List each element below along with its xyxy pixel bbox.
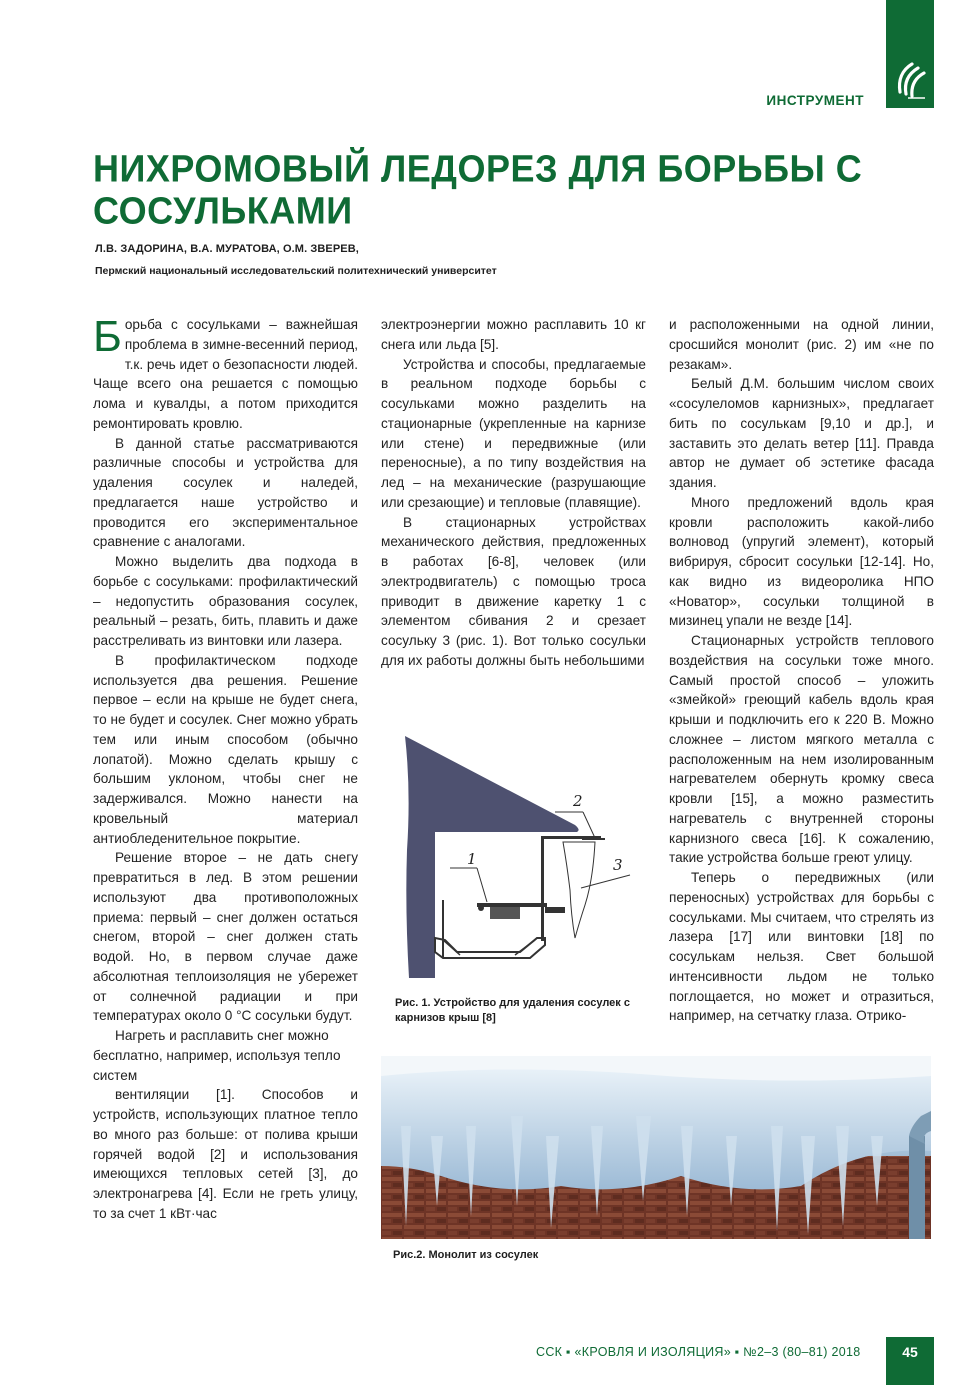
text-column-2 <box>381 315 646 671</box>
figure-1-drawing <box>395 730 635 980</box>
journal-footer: ССК ▪ «КРОВЛЯ И ИЗОЛЯЦИЯ» ▪ №2–3 (80–81) 2018 <box>536 1345 861 1359</box>
paragraph: В стационарных устройствах механического действия, предложенных в работах [6-8], человек (или электродвигатель) с помощью троса приводит в движение каретку 1 с элементом сбивания 2 и срезает сосульку 3 (рис. 1). Вот только сосульки для их работы должны быть небольшими <box>381 514 646 668</box>
publisher-logo-icon <box>894 58 926 100</box>
paragraph: Много предложений вдоль края кровли расположить какой-либо волновод (упругий элемент), который вибрируя, сбросит сосульки [12-14]. Но, как видно из видеоролика НПО «Новатор», сосульки толщиной в мизинец упали не везде [14]. <box>669 494 934 629</box>
section-label: ИНСТРУМЕНТ <box>766 93 864 108</box>
paragraph: В профилактическом подходе используется два решения. Решение первое – если на крыше не будет снега, то не будет и сосулек. Снег можно убрать тем или иным способом (обычно лопатой). Можно сделать крышу с большим уклоном, чтобы снег не задерживался. Можно нанести на кровельный материал антиобледенительное покрытие. <box>93 652 358 846</box>
text-column-1 <box>93 312 358 1224</box>
paragraph: вентиляции [1]. Способов и устройств, использующих платное тепло во много раз больше: от полива крыши горячей водой [2] и использования имеющихся тепловых сетей [3], до электронагрева [4]. Если не греть улицу, то за счет 1 кВт·час <box>93 1087 358 1221</box>
figure-2-photo <box>381 1056 931 1239</box>
affiliation: Пермский национальный исследовательский политехнический университет <box>95 265 497 277</box>
figure-2-caption: Рис.2. Монолит из сосулек <box>393 1249 539 1261</box>
paragraph: Белый Д.М. большим числом своих «сосулеломов карнизных», предлагает бить по сосулькам [9,10 и др.], и заставить это делать ветер [11]. Правда автор не думает об эстетике фасада здания. <box>669 376 934 490</box>
figure-label-1: 1 <box>467 850 477 868</box>
paragraph: Борьба с сосульками – важнейшая проблема в зимне-весенний период, т.к. речь идет о безопасности людей. Чаще всего она решается с помощью лома и кувалды, а потом приходится ремонтировать кровлю. <box>93 312 358 431</box>
paragraph: В данной статье рассматриваются различные способы и устройства для удаления сосулек и наледей, предлагается наше устройство и проводится его экспериментальное сравнение с аналогами. <box>93 435 358 550</box>
page-number: 45 <box>902 1344 918 1360</box>
paragraph: электроэнергии можно расплавить 10 кг снега или льда [5]. <box>381 317 646 352</box>
figure-1-caption: Рис. 1. Устройство для удаления сосулек с карнизов крыш [8] <box>395 997 630 1024</box>
paragraph: Устройства и способы, предлагаемые в реальном подходе борьбы с сосульками можно разделить на стационарные (укрепленные на карнизе или стене) и передвижные (или переносные), а по типу воздействия на лед – на механические (разрушающие или срезающие) и тепловые (плавящие). <box>381 356 646 510</box>
drop-cap: Б <box>93 312 122 361</box>
text-column-3 <box>669 315 934 1026</box>
paragraph: Стационарных устройств теплового воздействия на сосульки тоже много. Самый простой способ – уложить «змейкой» греющий кабель вдоль края крыши и подключить его к 220 В. Можно сложнее – листом мягкого металла с расположенным на нем изолированным нагревателем обернуть кромку свеса кровли [15], а можно разместить нагреватель с внутренней стороны карнизного свеса [16]. К сожалению, такие устройства больше греют улицу. <box>669 633 934 866</box>
paragraph: Теперь о передвижных (или переносных) устройствах для борьбы с сосульками. Мы считаем, что стрелять из лазера [17] или винтовки [18] по сосулькам нельзя. Свет большой интенсивности льдом не только поглощается, но может и отразиться, например, на сетчатку глаза. Отрико- <box>669 870 934 1024</box>
article-title: НИХРОМОВЫЙ ЛЕДОРЕЗ ДЛЯ БОРЬБЫ С СОСУЛЬКАМИ <box>93 146 863 232</box>
paragraph: и расположенными на одной линии, сросшийся монолит (рис. 2) им «не по резакам». <box>669 317 934 372</box>
section-tab <box>886 0 934 108</box>
authors: Л.В. ЗАДОРИНА, В.А. МУРАТОВА, О.М. ЗВЕРЕВ, <box>95 243 359 255</box>
figure-label-3: 3 <box>613 856 623 874</box>
figure-label-2: 2 <box>573 792 583 810</box>
paragraph: Нагреть и расплавить снег можно бесплатно, например, используя тепло систем <box>93 1028 341 1083</box>
paragraph: Можно выделить два подхода в борьбе с сосульками: профилактический – недопустить образования сосулек, реальный – резать, бить, плавить и даже расстреливать из винтовки или лазера. <box>93 554 358 648</box>
page-number-box <box>886 1337 934 1385</box>
paragraph: Решение второе – не дать снегу превратиться в лед. В этом решении используют два противоположных приема: первый – снег должен остаться снегом, второй – снег должен стать водой. Но, в первом случае даже абсолютная теплоизоляция не убережет от солнечной радиации и при температурах около 0 °С сосульки будут. <box>93 850 358 1024</box>
